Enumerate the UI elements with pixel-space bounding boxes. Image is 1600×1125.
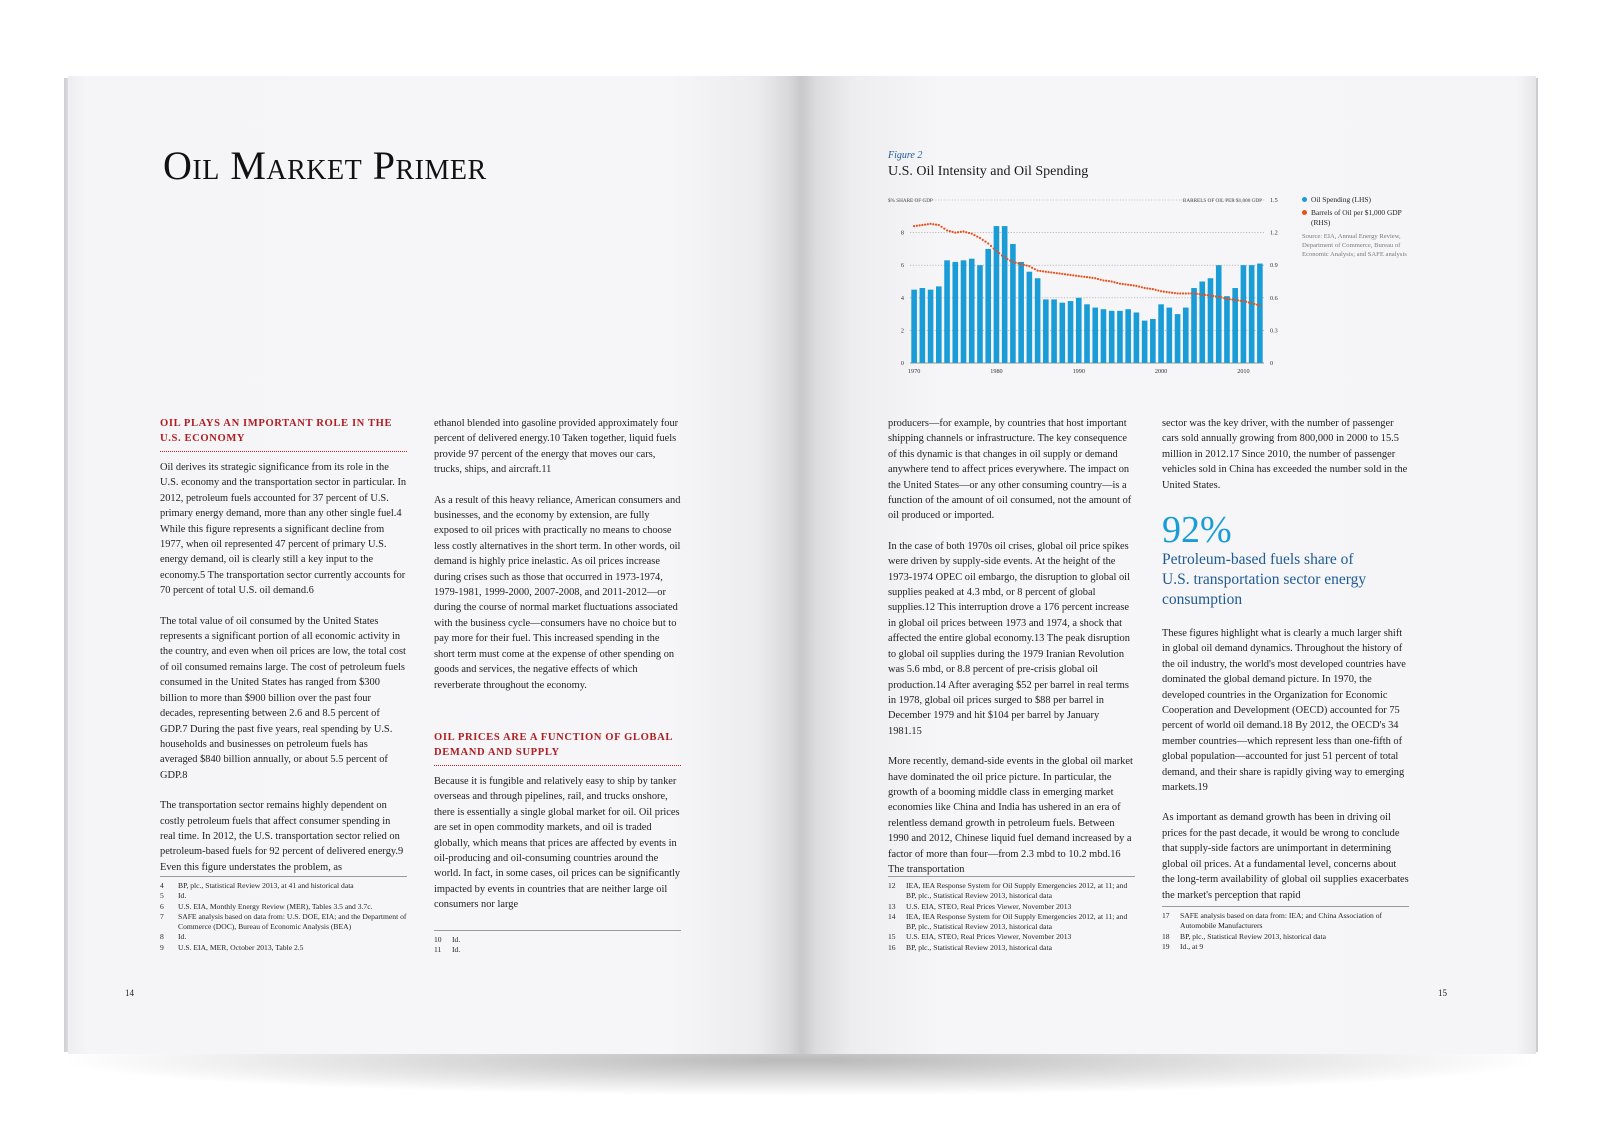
- line-point: [1212, 295, 1214, 297]
- line-point: [1122, 283, 1124, 285]
- line-point: [1116, 282, 1118, 284]
- footnote: 19 Id., at 9: [1162, 941, 1204, 951]
- x-tick-label: 1990: [1072, 368, 1085, 375]
- line-point: [1215, 295, 1217, 297]
- paragraph: Oil derives its strategic significance from its role in the U.S. economy and the transportation sector in particular. In 2012, petroleum fuels accounted for 37 percent of U.S. primary energy demand, more than any other single fuel.4 While this figure represents a significant decline from 1977, when oil represented 47 percent of primary U.S. energy demand, oil is clearly still a key input to the economy.5 The transportation sector currently accounts for 70 percent of total U.S. oil demand.6: [160, 462, 407, 597]
- y-right-tick-label: 0.9: [1270, 262, 1278, 270]
- line-point: [984, 241, 986, 243]
- chart-bar: [1101, 309, 1107, 363]
- line-point: [1086, 276, 1088, 278]
- footnote: 13 U.S. EIA, STEO, Real Prices Viewer, November 2013: [888, 901, 1072, 911]
- line-point: [1223, 297, 1225, 299]
- line-point: [1259, 304, 1261, 306]
- line-point: [965, 231, 967, 233]
- line-point: [938, 224, 940, 226]
- line-point: [1160, 290, 1162, 292]
- left-column-1: [160, 416, 407, 890]
- y-right-tick-label: 0: [1270, 360, 1274, 367]
- line-point: [957, 231, 959, 233]
- line-point: [1100, 279, 1102, 281]
- line-point: [1047, 271, 1049, 273]
- paragraph: ethanol blended into gasoline provided approximately four percent of delivered energy.10 Taken together, liquid fuels provide 97 percent of the energy that moves our cars, trucks, ships, and aircraft.11: [434, 418, 679, 476]
- page-title: Oil Market Primer: [163, 143, 487, 188]
- oil-intensity-chart: [882, 188, 1292, 383]
- paragraph: The transportation sector remains highly dependent on costly petroleum fuels that affect consumer spending in real time. In 2012, the U.S. transportation sector relied on petroleum-based fuels for 92 percent of delivered energy.9 Even this figure understates the problem, as: [160, 800, 404, 873]
- line-point: [1171, 292, 1173, 294]
- line-point: [1144, 287, 1146, 289]
- chart-bar: [1175, 314, 1181, 363]
- line-point: [1015, 262, 1017, 264]
- chart-bar: [1224, 296, 1230, 363]
- paragraph: Because it is fungible and relatively easy to ship by tanker overseas and through pipelines, rail, and trucks onshore, there is essentially a single global market for oil. Oil prices are set in open commodity markets, and oil is traded globally, which means that prices are affected by events in oil-producing and oil-consuming countries around the world. In fact, in some cases, oil prices can be significantly impacted by events in countries that are neither large oil consumers nor large: [434, 775, 681, 911]
- line-point: [1001, 254, 1003, 256]
- y-right-tick-label: 1.5: [1270, 197, 1278, 204]
- line-point: [1187, 292, 1189, 294]
- line-point: [946, 229, 948, 231]
- line-point: [1220, 296, 1222, 298]
- line-point: [1124, 283, 1126, 285]
- y-right-axis-title: BARRELS OF OIL PER $1,000 GDP: [1182, 198, 1262, 204]
- line-point: [943, 228, 945, 230]
- chart-bar: [1043, 299, 1049, 363]
- line-point: [927, 223, 929, 225]
- line-point: [1231, 299, 1233, 301]
- chart-bar: [994, 226, 1000, 363]
- line-point: [1135, 285, 1137, 287]
- line-point: [932, 223, 934, 225]
- line-point: [1017, 262, 1019, 264]
- line-point: [1108, 280, 1110, 282]
- paragraph: As important as demand growth has been in driving oil prices for the past decade, it would be wrong to conclude that supply-side factors are unimportant in determining global oil prices. At a fundamental level, concerns about the long-term availability of global oil supplies exacerbates the market's perception that rapid: [1162, 812, 1409, 901]
- line-point: [998, 252, 1000, 254]
- line-point: [979, 237, 981, 239]
- chart-source: Source: EIA, Annual Energy Review, Department of Commerce, Bureau of Economic Analysis; and SAFE analysis: [1302, 233, 1407, 258]
- line-point: [1165, 291, 1167, 293]
- chart-bar: [1109, 311, 1115, 363]
- line-point: [982, 239, 984, 241]
- line-point: [1064, 273, 1066, 275]
- chart-bar: [1142, 321, 1148, 363]
- chart-bar: [1216, 265, 1222, 363]
- line-point: [1069, 274, 1071, 276]
- line-point: [1075, 275, 1077, 277]
- line-point: [1193, 292, 1195, 294]
- chart-bar: [1249, 265, 1255, 363]
- paragraph: sector was the key driver, with the number of passenger cars sold annually growing from 800,000 in 2000 to 15.5 million in 2012.17 Since 2010, the number of passenger vehicles sold in China has exceeded the number sold in the United States.: [1162, 418, 1408, 491]
- line-point: [976, 235, 978, 237]
- chart-bar: [1191, 288, 1197, 363]
- y-left-tick-label: 2: [900, 327, 904, 335]
- line-point: [919, 224, 921, 226]
- footnote: 18 BP, plc., Statistical Review 2013, historical data: [1162, 931, 1326, 941]
- chart-bar: [1134, 312, 1140, 363]
- chart-bar: [1060, 303, 1066, 363]
- line-point: [1176, 292, 1178, 294]
- chart-bar: [1117, 311, 1123, 363]
- line-point: [1089, 276, 1091, 278]
- line-point: [1113, 281, 1115, 283]
- line-point: [995, 250, 997, 252]
- line-point: [1201, 293, 1203, 295]
- line-point: [1163, 291, 1165, 293]
- chart-bar: [1084, 304, 1090, 363]
- footnote: 10 Id.: [434, 935, 461, 944]
- x-tick-label: 1970: [907, 368, 921, 375]
- line-point: [1182, 292, 1184, 294]
- line-point: [1026, 264, 1028, 266]
- footnote: 14 IEA, IEA Response System for Oil Supply Emergencies 2012, at 11; and BP, plc., Statistical Review 2013, historical data: [888, 911, 1128, 932]
- footnote: 7 SAFE analysis based on data from: U.S. DOE, EIA; and the Department of Commerce (DOC), Bureau of Economic Analysis (BEA): [160, 911, 407, 932]
- line-point: [1078, 275, 1080, 277]
- chart-bar: [1027, 272, 1033, 363]
- right-column-1: [888, 416, 1135, 892]
- footnotes: [160, 876, 407, 953]
- line-point: [1004, 256, 1006, 258]
- line-point: [1094, 277, 1096, 279]
- stat-caption: Petroleum-based fuels share of U.S. transportation sector energy consumption: [1162, 551, 1367, 608]
- footnote: 15 U.S. EIA, STEO, Real Prices Viewer, November 2013: [888, 932, 1072, 942]
- line-point: [924, 224, 926, 226]
- y-right-tick-label: 1.2: [1270, 229, 1278, 237]
- paragraph: These figures highlight what is clearly a much larger shift in global oil demand dynamics. Throughout the history of the oil industry, the world's most developed countries have dominated the global demand picture. In 1970, the developed countries in the Organization for Economic Cooperation and Development (OECD) accounted for 75 percent of world oil demand.18 By 2012, the OECD's 34 member countries—which represent less than one-fifth of global population—accounted for just 51 percent of total demand, and their share is rapidly giving way to emerging markets.19: [1162, 628, 1406, 794]
- right-page: [802, 76, 1536, 1054]
- line-point: [1138, 285, 1140, 287]
- line-point: [1009, 259, 1011, 261]
- chart-legend: [1302, 195, 1412, 259]
- line-point: [1237, 299, 1239, 301]
- line-point: [1196, 293, 1198, 295]
- line-point: [1146, 287, 1148, 289]
- line-point: [1245, 301, 1247, 303]
- chart-bar: [920, 288, 926, 363]
- line-point: [1152, 288, 1154, 290]
- line-point: [1083, 276, 1085, 278]
- x-tick-label: 2000: [1154, 368, 1168, 375]
- line-point: [1149, 288, 1151, 290]
- line-point: [1045, 271, 1047, 273]
- line-point: [1248, 301, 1250, 303]
- chart-bar: [928, 290, 934, 363]
- line-point: [960, 231, 962, 233]
- line-point: [1111, 280, 1113, 282]
- line-point: [1242, 300, 1244, 302]
- y-right-tick-label: 0.6: [1270, 294, 1278, 302]
- chart-bar: [1002, 226, 1008, 363]
- chart-bar: [985, 249, 991, 363]
- paragraph: In the case of both 1970s oil crises, global oil price spikes were driven by supply-side events. At the height of the 1973-1974 OPEC oil embargo, the disruption to global oil supplies peaked at 4.3 mbd, or 8 percent of global supplies.12 This interruption drove a 176 percent increase in global oil prices between 1973 and 1974, a shock that affected the entire global economy.13 The peak disruption to global oil supplies during the 1979 Iranian Revolution was 5.6 mbd, or 8.8 percent of pre-crisis global oil production.14 After averaging $52 per barrel in real terms in 1978, global oil prices surged to $88 per barrel in December 1979 and hit $104 per barrel by January 1981.15: [888, 540, 1130, 737]
- y-left-tick-label: 0: [900, 360, 904, 367]
- chart-bar: [961, 260, 967, 363]
- line-point: [1253, 303, 1255, 305]
- line-point: [993, 247, 995, 249]
- line-point: [1012, 261, 1014, 263]
- line-point: [1157, 289, 1159, 291]
- chart-bar: [1208, 278, 1214, 363]
- paragraph: More recently, demand-side events in the global oil market have dominated the oil price picture. In particular, the growth of a booming middle class in emerging market economies like China and India has ushered in an era of relentless demand growth in petroleum fuels. Between 1990 and 2012, Chinese liquid fuel demand increased by a factor of more than four—from 2.3 mbd to 10.2 mbd.16 The transportation: [888, 756, 1133, 875]
- page-number: 15: [1438, 988, 1447, 998]
- line-point: [1097, 278, 1099, 280]
- chart-bar: [1018, 262, 1024, 363]
- line-point: [940, 226, 942, 228]
- line-point: [1061, 273, 1063, 275]
- section-heading: OIL PLAYS AN IMPORTANT ROLE IN THE U.S. ECONOMY: [160, 416, 407, 452]
- chart-bar: [1167, 308, 1173, 363]
- line-point: [968, 232, 970, 234]
- chart-bar: [1150, 319, 1156, 363]
- line-point: [1080, 275, 1082, 277]
- line-point: [1058, 272, 1060, 274]
- line-point: [1039, 270, 1041, 272]
- footnotes: [888, 876, 1135, 953]
- right-column-2-top: [1162, 416, 1409, 508]
- chart-bar: [1257, 264, 1263, 363]
- footnote: 16 BP, plc., Statistical Review 2013, historical data: [888, 942, 1052, 952]
- paragraph: As a result of this heavy reliance, American consumers and businesses, and the economy by extension, are fully exposed to oil prices with practically no means to choose less costly alternatives in the short term. In other words, oil demand is highly price inelastic. As oil prices increase during crises such as those that occurred in 1973-1974, 1979-1981, 1999-2000, 2007-2008, and 2011-2012—or during the course of normal market fluctuations associated with the business cycle—consumers have no choice but to pay more for their fuel. This increased spending in the short term must come at the expense of other spending on goods and services, the negative effects of which reverberate throughout the economy.: [434, 494, 681, 691]
- line-point: [1240, 300, 1242, 302]
- x-tick-label: 2010: [1237, 368, 1250, 375]
- chart-bar: [944, 260, 950, 363]
- line-point: [929, 223, 931, 225]
- line-point: [1251, 302, 1253, 304]
- line-point: [949, 230, 951, 232]
- line-point: [990, 245, 992, 247]
- x-tick-label: 1980: [990, 368, 1003, 375]
- line-point: [1028, 265, 1030, 267]
- y-right-tick-label: 0.3: [1270, 327, 1278, 335]
- footnote: 9 U.S. EIA, MER, October 2013, Table 2.5: [160, 942, 304, 952]
- line-point: [1168, 291, 1170, 293]
- line-point: [1072, 274, 1074, 276]
- y-left-tick-label: 4: [900, 294, 904, 302]
- line-point: [1218, 296, 1220, 298]
- paragraph: producers—for example, by countries that host important shipping channels or infrastructure. The key consequence of this dynamic is that changes in oil supply or demand anywhere tend to affect prices everywhere. The impact on the United States—or any other consuming country—is a function of the amount of oil consumed, not the amount of oil produced or imported.: [888, 418, 1132, 522]
- chart-bar: [1125, 309, 1131, 363]
- line-point: [1067, 274, 1069, 276]
- footnotes: [434, 930, 681, 956]
- chart-bar: [1241, 265, 1247, 363]
- line-point: [935, 224, 937, 226]
- stat-value: 92%: [1162, 509, 1232, 551]
- left-column-2: [434, 416, 681, 928]
- line-point: [1006, 258, 1008, 260]
- line-point: [1042, 270, 1044, 272]
- right-column-2-bottom: [1162, 626, 1409, 918]
- footnote: 17 SAFE analysis based on data from: IEA; and China Association of Automobile Manufacturers: [1162, 911, 1383, 931]
- footnotes: [1162, 906, 1409, 952]
- line-point: [1130, 284, 1132, 286]
- footnote: 5 Id.: [160, 891, 187, 901]
- line-point: [1050, 271, 1052, 273]
- line-point: [1207, 294, 1209, 296]
- legend-item-barrels: Barrels of Oil per $1,000 GDP (RHS): [1302, 208, 1412, 228]
- chart-bar: [1092, 308, 1098, 363]
- line-point: [1256, 304, 1258, 306]
- line-point: [1226, 298, 1228, 300]
- line-point: [1209, 295, 1211, 297]
- figure-title: U.S. Oil Intensity and Oil Spending: [888, 164, 1089, 179]
- chart-bar: [1183, 308, 1189, 363]
- footnote: 12 IEA, IEA Response System for Oil Supply Emergencies 2012, at 11; and BP, plc., Statistical Review 2013, historical data: [888, 881, 1128, 901]
- legend-swatch: [1302, 210, 1307, 215]
- line-point: [971, 233, 973, 235]
- figure-label: Figure 2: [888, 150, 923, 161]
- chart-bar: [1076, 298, 1082, 363]
- line-point: [1185, 292, 1187, 294]
- line-point: [1102, 279, 1104, 281]
- chart-bar: [977, 265, 983, 363]
- chart-bar: [952, 262, 958, 363]
- line-point: [1091, 277, 1093, 279]
- line-point: [1190, 292, 1192, 294]
- chart-bar: [936, 286, 942, 363]
- line-point: [1234, 299, 1236, 301]
- line-point: [1020, 263, 1022, 265]
- line-point: [987, 242, 989, 244]
- line-point: [1053, 272, 1055, 274]
- footnote: 8 Id.: [160, 932, 187, 942]
- line-point: [1023, 264, 1025, 266]
- line-point: [1174, 292, 1176, 294]
- line-point: [962, 230, 964, 232]
- line-point: [1229, 298, 1231, 300]
- chart-bar: [1068, 301, 1074, 363]
- legend-item-oil-spending: Oil Spending (LHS): [1302, 195, 1412, 205]
- legend-swatch: [1302, 197, 1307, 202]
- line-point: [1127, 284, 1129, 286]
- line-point: [954, 232, 956, 234]
- line-point: [921, 224, 923, 226]
- chart-bar: [911, 290, 917, 363]
- line-point: [1141, 286, 1143, 288]
- footnote: 6 U.S. EIA, Monthly Energy Review (MER), Tables 3.5 and 3.7c.: [160, 901, 373, 911]
- chart-bar: [969, 259, 975, 363]
- footnote: 11 Id.: [434, 945, 461, 955]
- y-left-tick-label: 6: [900, 262, 904, 270]
- y-left-axis-title: $% SHARE OF GDP: [888, 198, 933, 204]
- line-point: [1179, 292, 1181, 294]
- line-point: [1105, 280, 1107, 282]
- footnote: 4 BP, plc., Statistical Review 2013, at 41 and historical data: [160, 881, 354, 890]
- line-point: [1133, 284, 1135, 286]
- chart-bar: [1035, 278, 1041, 363]
- line-point: [1037, 270, 1039, 272]
- paragraph: The total value of oil consumed by the United States represents a significant portion of all economic activity in the country, and even when oil prices are low, the total cost of oil consumed remains large. The cost of petroleum fuels consumed in the United States has ranged from $300 billion to more than $900 billion over the past four decades, representing between 2.6 and 8.5 percent of GDP.7 During the past five years, real spending by U.S. households and businesses on petroleum fuels has averaged $840 billion annually, or about 5.5 percent of GDP.8: [160, 615, 406, 781]
- line-point: [1031, 267, 1033, 269]
- chart-bar: [1051, 299, 1057, 363]
- line-point: [1034, 268, 1036, 270]
- line-point: [1056, 272, 1058, 274]
- line-point: [1198, 293, 1200, 295]
- page-number: 14: [125, 988, 134, 998]
- left-page: [68, 76, 802, 1054]
- line-point: [951, 231, 953, 233]
- line-point: [1155, 289, 1157, 291]
- line-point: [913, 225, 915, 227]
- y-left-tick-label: 8: [900, 229, 904, 237]
- line-point: [916, 225, 918, 227]
- chart-bar: [1158, 304, 1164, 363]
- line-point: [973, 234, 975, 236]
- line-point: [1204, 294, 1206, 296]
- section-heading: OIL PRICES ARE A FUNCTION OF GLOBAL DEMAND AND SUPPLY: [434, 730, 681, 766]
- line-point: [1119, 283, 1121, 285]
